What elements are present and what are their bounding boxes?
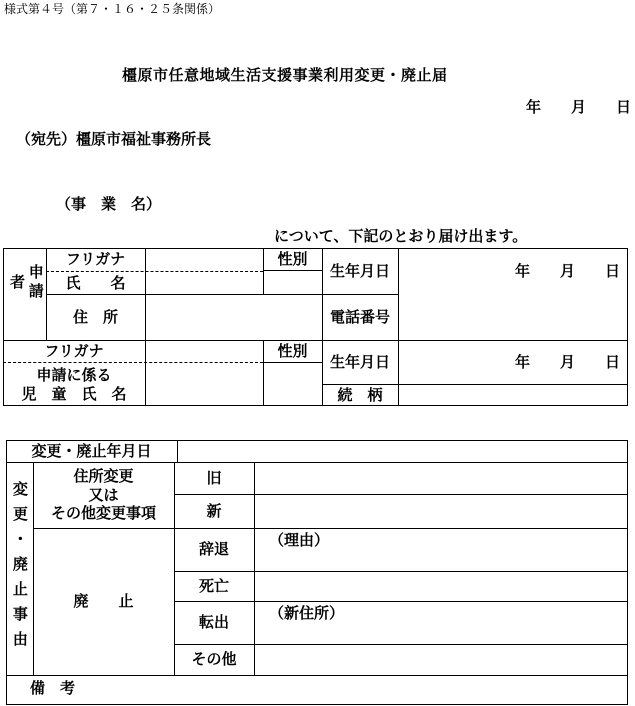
child-relationship-label: 続 柄	[337, 385, 383, 404]
applicant-birthdate-label: 生年月日	[329, 261, 390, 280]
applicant-gender-field[interactable]	[263, 271, 322, 294]
address-change-label	[33, 462, 174, 528]
applicant-name-label: 氏 名	[65, 273, 126, 292]
applicant-furigana-field[interactable]	[145, 250, 263, 270]
addressee: （宛先）橿原市福祉事務所長	[16, 130, 212, 148]
death-label: 死亡	[198, 576, 229, 595]
applicant-name-field[interactable]	[145, 272, 263, 294]
applicant-group-label: 申請者	[8, 264, 45, 302]
child-relationship-field[interactable]	[398, 384, 628, 406]
applicant-address-label: 住 所	[72, 307, 118, 326]
child-name-label	[3, 363, 145, 406]
submission-date: 年 月 日	[526, 98, 632, 116]
withdrawal-reason-note: （理由）	[269, 531, 330, 549]
change-date-field[interactable]	[177, 441, 628, 462]
new-address-field[interactable]	[254, 621, 628, 644]
form-number: 様式第４号（第７・１６・２５条関係）	[4, 2, 221, 16]
child-name-field[interactable]	[145, 363, 263, 406]
withdrawal-reason-field[interactable]	[254, 548, 628, 571]
applicant-birthdate-field[interactable]: 年 月 日	[514, 261, 620, 280]
change-date-label: 変更・廃止年月日	[31, 441, 152, 460]
new-address-note: （新住所）	[269, 604, 345, 622]
death-field[interactable]	[254, 572, 628, 601]
intro-text: について、下記のとおり届け出ます。	[274, 227, 528, 245]
applicant-address-field[interactable]	[145, 294, 322, 340]
other-label: その他	[191, 650, 237, 669]
child-furigana-field[interactable]	[145, 341, 263, 362]
address-change-label-line1: 住所変更	[73, 466, 134, 485]
applicant-furigana-label: フリガナ	[65, 250, 126, 269]
moving-out-label: 転出	[198, 613, 229, 632]
child-birthdate-label: 生年月日	[329, 352, 390, 371]
abolition-label: 廃 止	[73, 592, 134, 611]
business-name-label: （事 業 名）	[56, 195, 162, 213]
child-gender-field[interactable]	[263, 363, 322, 406]
remarks-label: 備 考	[30, 679, 76, 697]
child-furigana-label: フリガナ	[44, 341, 104, 360]
new-label: 新	[206, 501, 222, 520]
old-field[interactable]	[254, 463, 628, 494]
reason-group-label: 変更・廃止事由	[10, 480, 29, 656]
applicant-phone-label: 電話番号	[329, 307, 390, 326]
child-name-label-line1: 申請に係る	[36, 365, 112, 384]
other-field[interactable]	[254, 645, 628, 675]
address-change-label-line2: 又は	[88, 485, 119, 504]
old-label: 旧	[206, 468, 222, 487]
applicant-phone-field[interactable]	[398, 294, 628, 340]
address-change-label-line3: その他変更事項	[50, 504, 156, 523]
child-birthdate-field[interactable]: 年 月 日	[514, 352, 620, 371]
applicant-gender-label: 性別	[277, 249, 308, 268]
child-gender-label: 性別	[277, 341, 308, 360]
remarks-field[interactable]	[100, 676, 628, 705]
withdrawal-label: 辞退	[198, 540, 229, 559]
new-field[interactable]	[254, 495, 628, 528]
document-title: 橿原市任意地域生活支援事業利用変更・廃止届	[122, 66, 448, 84]
child-name-label-line2: 児 童 氏 名	[21, 384, 127, 403]
